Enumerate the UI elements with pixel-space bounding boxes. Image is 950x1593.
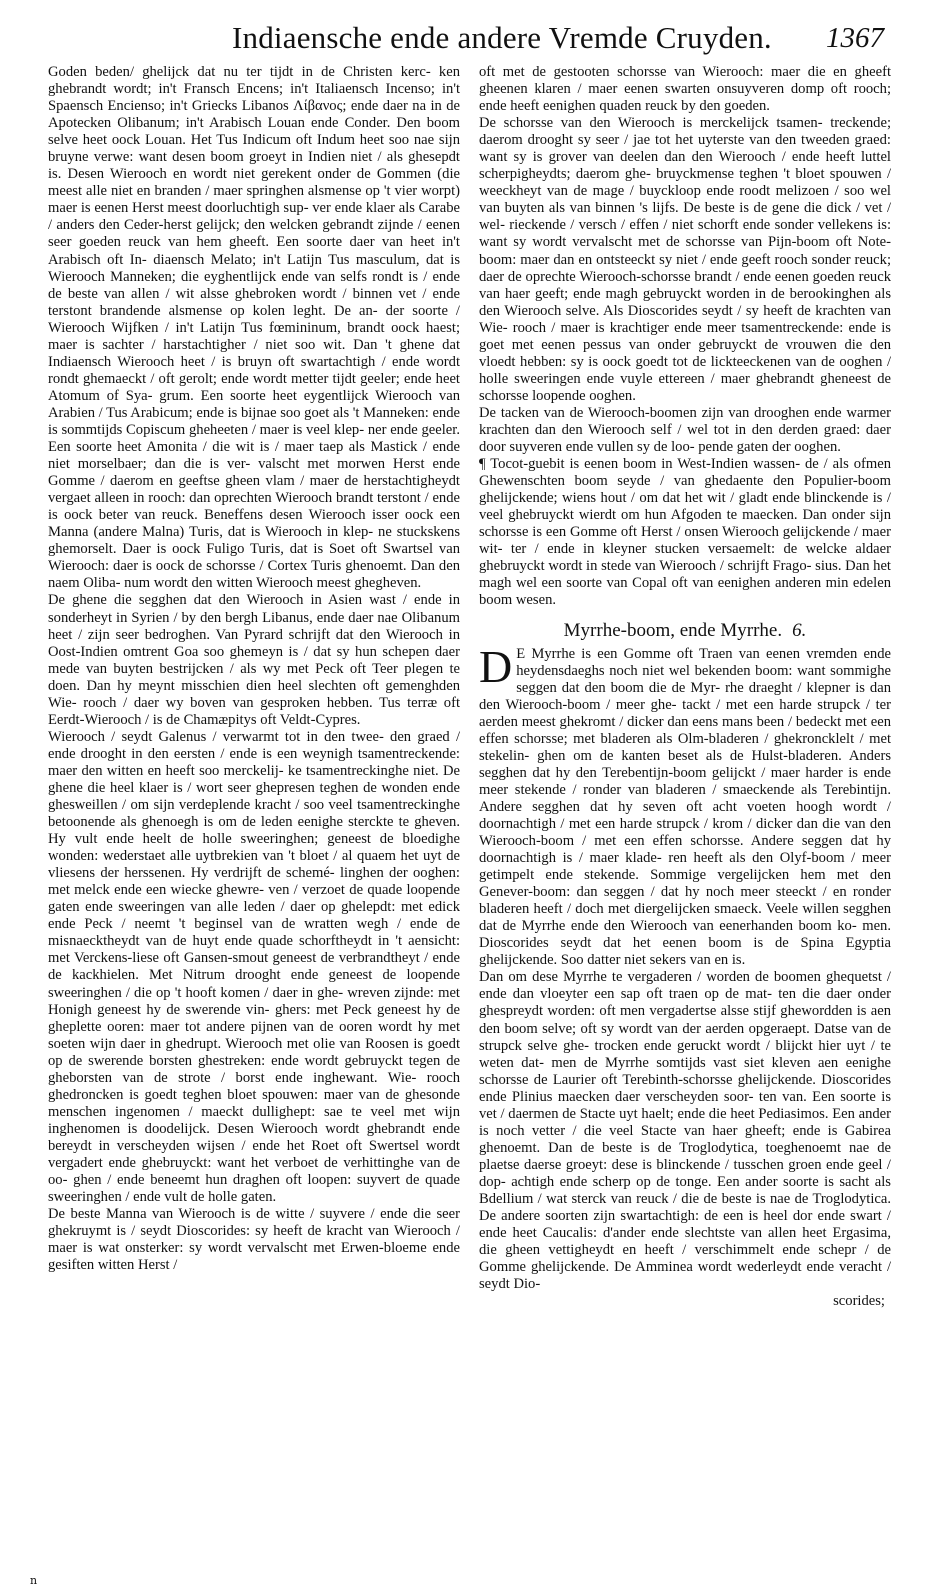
right-column [479,64,891,1564]
section-title: Myrrhe-boom, ende Myrrhe. [563,619,783,641]
running-title: Indiaensche ende andere Vremde Cruyden. [232,20,772,55]
section-heading [479,620,891,642]
catchword: scorides; [833,1293,885,1310]
paragraph [479,640,891,970]
paragraph: De ghene die segghen dat den Wierooch in Asien wast / ende in sonderheyt in Syrien / by den bergh Libanus, ende daer nae Olibanum heet / zijn seer bedroghen. Van Pyrard schrijft dat den Wierooch in Oost-Indien omtrent Goa soo ghemeyn is / dat sy hun schepen daer mede van buyten bestrijcken / als wy met Peck oft Teer plegen te doen. Dan hy meynt misschien dien heel slechten oft gemenghden Wie- rooch / daer wy boven van gesproken hebben. Tus terræ oft Eerdt-Wierooch / is de Chamæpitys oft Veldt-Cypres. [48,592,460,728]
page-header [0,14,950,54]
section-number: 6. [792,619,807,641]
paragraph: Dan om dese Myrrhe te vergaderen / worden de boomen ghequetst / ende dan vloeyter een sap oft traen op de mat- ten die daer onder ghespreydt worden: oft men vergadertse alsse stijf ghewordden is aen den boom selve; oft sy wordt van der aerden opgeraept. Datse van de strupck selve ghe- trocken ende geruckt wordt / blijckt hier uyt / te weten dat- men de Myrrhe somtijds vast siet kleven aen eenighe schorsse de Laurier oft Terebinth-schorsse ghelijckende. Dioscorides ende Plinius maecken daer verscheyden soor- ten van. Een soorte is vet / daermen de Stacte uyt haelt; ende die heet Pediasimos. Een ander is noch vetter / die veel Stacte van haer gheeft; ende is Gabirea ghenoemt. Dan de beste is de Troglodytica, toeghenoemt nae de plaetse daerse groeyt: dese is blinckende / tusschen groen ende geel / dop- achtigh ende scherp op de tonge. Een ander soorte is sacht als Bdellium / wat sterck van reuck / die de beste is nae de Troglodytica. De andere soorten zijn swartachtigh: de een is heel dor ende swart / ende heet Caucalis: d'ander ende slechtste van allen heet Ergasima, die gheen vettigheydt en heeft / verschimmelt ende schepr / de Gomme ghelijckende. De Amminea wordt wederleydt ende veracht / seydt Dio- [479,969,891,1293]
paragraph-text: E Myrrhe is een Gomme oft Traen van eenen vremden ende heydensdaeghs noch niet wel bekenden boom: want sommighe seggen dat den boom die de Myr- rhe draeght / klepner is dan den Wierooch-boom / meer ghe- tackt / met een harde strupck / ter aerden meest ghekromt / dicker dan eens mans been / bedeckt met een effen schorsse; met bladeren als Olm-bladeren / ghekroncklelt / met stekelin- ghen om de kanten beset als de Hulst-bladeren. Anders segghen dat hy den Terebentijn-boom gelijckt / maer harder is ende meer stekende / ronder van bladeren / smaeckende als Terebintijn. Andere segghen dat hy seven oft acht voeten hoogh wordt / doornachtigh / met een harde strupck / krom / dicker dan die van den Wierooch-boom / met een effen schorsse. Andere seggen dat hy doornachtigh is / maer klade- ren heeft als den Olyf-boom / meer getimpelt ende stekende. Sommige vergelijcken hem met den Genever-boom: dan seggen / dat hy noch meer steeckt / en ronder bladeren heeft / doch met diergelijcken smaeck. Veele willen segghen dat de Myrrhe ende den Wierooch van eenerhanden boom ko- men. Dioscorides seydt dat het eenen boom is de Spina Egyptia ghelijckende. Soo datter niet sekers van en is. [479,645,891,969]
page-mark: n [30,1574,38,1587]
paragraph: oft met de gestooten schorsse van Wierooch: maer die en gheeft gheenen klaren / maer eenen swarten onsuyveren domp oft rooch; ende heeft eenighen quaden reuck by den goeden. [479,64,891,115]
paragraph: De tacken van de Wierooch-boomen zijn van drooghen ende warmer krachten dan den Wierooch self / wel tot in den derden graed: daer door suyveren ende vullen sy de loo- pende gaten der ooghen. [479,404,891,456]
paragraph: Wierooch / seydt Galenus / verwarmt tot in den twee- den graed / ende drooght in den eersten / ende is een weynigh tsamentreckende: maer den witten en heeft soo merckelij- ke tsamentreckinghe niet. De ghene die heel klaer is / wort seer ghepresen teghen de wonden ende ghesweillen / om sijn verdeplende kracht / soo veel tsamentreckinghe betoonende als ghenoegh is om de leden eenighe sterckte te gheven. Hy vult ende heelt de holle sweeringhen; geneest de bloedighe wonden: wederstaet alle uytbrekien van 't bloet / al quaem het uyt de vliesens der herssenen. Hy verdrijft de schemé- linghen der ooghen: met melck ende een wiecke ghewre- ven / verzoet de quade loopende gaten ende sweeringen van alle leden / daer op ghelepdt: met edick ende Peck / neemt 't beginsel van de wratten wegh / ende de misnaecktheydt van de huyt ende quade schorftheydt in 't aensicht: met Verckens-liese oft Gansen-smout geneest de verbrandtheyt / ende de kackhielen. Met Nitrum drooght ende geneest de loopende sweeringhen / die op 't hooft komen / daer in ghe- wreven zijnde: met Honigh geneest hy de swerende vin- ghers: met Peck geneest hy de gheplette ooren: maer tot andere pijnen van de ooren wordt hy met soeten wijn daer in ghedrupt. Wierooch met olie van Roosen is goedt op de swerende borsten ghestreken: ende wordt gebruyckt tegen de gheborsten van de strote / borst ende inghewant. Wie- rooch ghedroncken is goedt teghen bloet spouwen: maer van de ghesonde menschen ingenomen / maeckt dullighept: sae te veel met wijn inghenomen is doodelijck. Desen Wierooch wordt ghebrandt ende bereydt in verscheyden wijsen / ende het Roet oft Swertsel wordt vergadert ende ghebruyckt: want het verboet de verhittinghe van de oo- ghen / ende beneemt hun draghen oft loopen: suyvert de quade sweeringhen / ende vult de holle gaten. [48,728,460,1206]
drop-cap: D [479,640,513,692]
paragraph: De beste Manna van Wierooch is de witte / suyvere / ende die seer ghekruymt is / seydt Dioscorides: sy heeft de kracht van Wierooch / maer is wat onsterker: sy wordt vervalscht met Erwen-bloeme ende gesiften witten Herst / [48,1206,460,1274]
page-number: 1367 [826,22,884,54]
left-column [48,64,460,1564]
paragraph: Goden beden/ ghelijck dat nu ter tijdt in de Christen kerc- ken ghebrandt wordt; in't Fransch Encens; in't Italiaensch Incenso; in't Spaensch Encienso; in't Griecks Libanos Λίβανος; ende daer na in de Apotecken Olibanum; in't Arabisch Louan ende Conder. Den boom selve heet oock Louan. Het Tus Indicum oft Indum heet soo nae sijn bruyne verwe: want desen boom groeyt in Indien niet / als ghesepdt is. Desen Wierooch en wordt niet gerekent onder de Gommen (die meest alle niet en branden / maer springhen alsmense op 't vier worpt) maer is eenen Herst meest doorluchtigh sup- ver ende klaer als Carabe / anders den Ceder-herst gelijck; den welcken gebrandt zijnde / eenen seer goeden reuck van hem gheeft. Een soorte daer van heet in't Arabisch oft In- diaensch Melato; in't Latijn Tus masculum, dat is Wierooch Manneken; die eyghentlijck ende van selfs rondt is / ende de beste van allen / wit alsse ghebroken wordt / binnen vet / ende terstont brandende alsmense op kolen leght. De an- der soorte / Wierooch Wijfken / in't Latijn Tus fœmininum, brandt oock haest; maer is sachter / harstachtigher / niet soo wit. Dan 't ghene dat Indiaensch Wierooch heet / is bruyn oft swartachtigh / ende wordt rondt ghemaeckt / oft gerolt; ende wordt metter tijdt geeler; ende heet Atomum of Sya- grum. Een soorte heet eygentlijck Wierooch van Arabien / Tus Arabicum; ende is bijnae soo goet als 't Manneken: ende is sommtijds Copiscum gheheeten / maer is veel klep- ner ende geeler. Een soorte heet Amonita / die wit is / maer taep als Mastick / ende niet morselbaer; dan die is ver- valscht met morwen Herst ende Gomme / daerom en geeftse gheen vlam / maer de herstachtigheydt vergaet alleen in rooch: dan oprechten Wierooch brandt terstont / ende is oock beter van reuck. Beneffens desen Wierooch isser oock een Manna (andere Malna) Turis, dat is Wierooch in klep- ne stuckskens ghemorselt. Daer is oock Fuligo Turis, dat is Soet oft Swartsel van Wierooch: daer is oock de schorsse / Cortex Turis ghenoemt. Dan den naem Oliba- num wordt den witten Wierooch meest ghegheven. [48,64,460,592]
paragraph: De schorsse van den Wierooch is merckelijck tsamen- treckende; daerom drooght sy seer / jae tot het uyterste van den tweeden graed: want sy is grover van deelen dan den Wierooch / ende heeft luttel scherpigheydts; daerom ghe- bruyckmense teghen 't bloet spouwen / weeckheyt van de mage / buyckloop ende roodt melizoen / soo wel van buyten als van binnen 's lijfs. De beste is de gene die dick / vet / wel- rieckende / versch / effen / niet schorft ende sonder vellekens is: want sy wordt vervalscht met de schorsse van Pijn-boom oft Note-boom: maer dan en ontsteeckt sy niet / ende geeft rooch sonder reuck; daer de oprechte Wierooch-schorsse brandt / ende eenen goeden reuck van haer geeft; ende magh gebruyckt worden in de berookinghen als den Wierooch selve. Als Dioscorides seydt / sy heeft de krachten van Wie- rooch / maer is krachtiger ende meer tsamentreckende: ende is goet met eenen pessus van onder gebruyckt de vrouwen die den vloedt hebben: sy is oock goedt tot de lickteeckenen van de ooghen / holle sweeringen ende vuyle ettereen / maer ghebrandt gheneest de schorsse loopende ooghen. [479,115,891,404]
paragraph: ¶ Tocot-guebit is eenen boom in West-Indien wassen- de / als ofmen Ghewenschten boom seyde / van ghedaente den Populier-boom ghelijckende; wiens hout / om dat het wit / gladt ende blinckende is / veel ghebruyckt wierdt om hun Afgoden te maecken. Dan onder sijn schorsse is een Gomme oft Herst / onsen Wierooch gelijckende / maer wit- ter / ende in kleyner stucken versaemelt: de welcke aldaer ghebruyckt wordt in stede van Wierooch / schrijft Frago- sius. Dan het magh wel een soorte van Copal oft van eenighen anderen min edelen boom wesen. [479,456,891,609]
